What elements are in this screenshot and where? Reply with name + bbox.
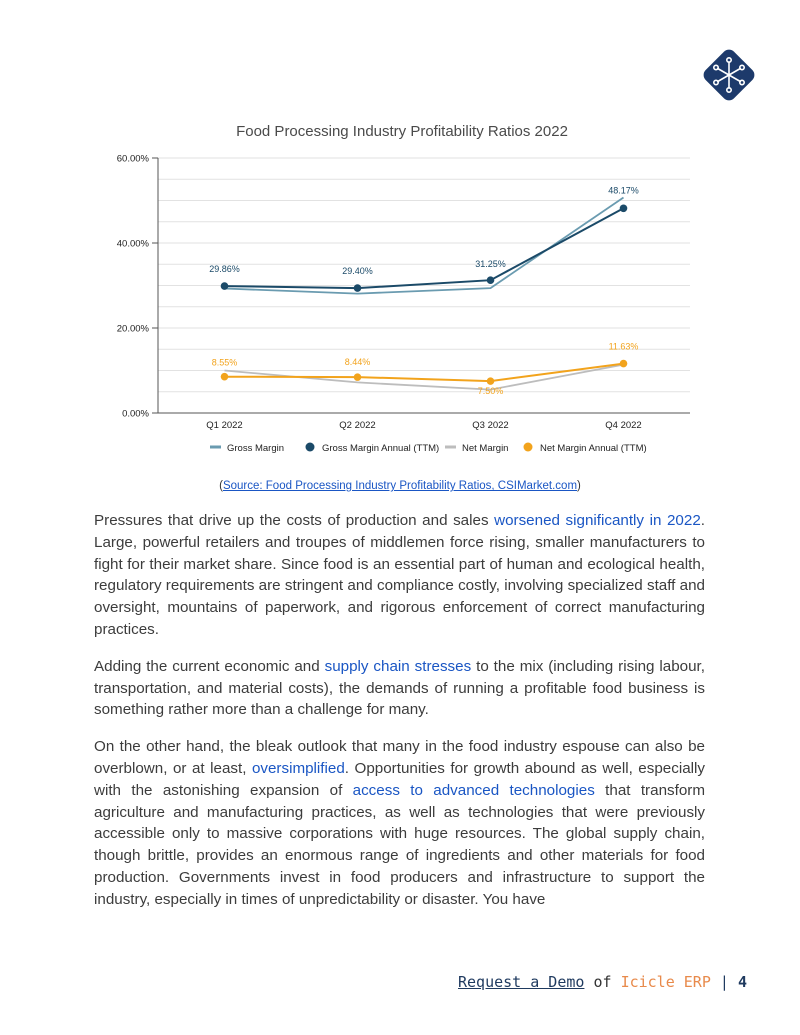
data-point: [221, 373, 229, 381]
legend-label: Gross Margin Annual (TTM): [322, 443, 440, 454]
x-tick-label: Q4 2022: [605, 420, 642, 431]
data-label: 29.86%: [209, 264, 240, 275]
data-point: [487, 377, 495, 385]
page-footer: Request a Demo of Icicle ERP | 4: [458, 973, 747, 991]
data-label: 48.17%: [608, 185, 639, 196]
legend-label: Net Margin: [462, 443, 509, 454]
x-tick-label: Q2 2022: [339, 420, 376, 431]
series-line-3: [225, 364, 624, 382]
source-link[interactable]: Source: Food Processing Industry Profitability Ratios, CSIMarket.com: [222, 480, 578, 492]
y-tick-label: 0.00%: [122, 408, 149, 420]
paragraph-3: On the other hand, the bleak outlook that many in the food industry espouse can also be overblown, or at least, oversimplified. Opportunities for growth abound as well, especially with the astonishing expansion of access to advanced technologies that transform agriculture and manufacturing practices, as well as technologies that were previously accessible only to massive corporations with huge resources. The global supply chain, though brittle, provides an enormous range of ingredients and other materials for food production. Governments invest in food producers and infrastructure to support the industry, especially in times of unpredictability or disaster. You have: [94, 738, 705, 908]
legend-label: Net Margin Annual (TTM): [540, 443, 647, 454]
link-oversimplified[interactable]: oversimplified: [251, 759, 345, 777]
data-label: 7.50%: [477, 386, 504, 397]
paragraph-2: Adding the current economic and supply chain stresses to the mix (including rising labour, transportation, and material costs), the demands of running a profitable food business is something rather more than a challenge for many.: [94, 657, 705, 719]
link-worsened-2022[interactable]: worsened significantly in 2022: [494, 512, 701, 529]
x-tick-label: Q3 2022: [472, 420, 509, 431]
data-label: 8.44%: [344, 357, 371, 368]
series-line-0: [225, 198, 624, 294]
paragraph-1: Pressures that drive up the costs of production and sales worsened significantly in 2022. Large, powerful retailers and troupes of middlemen force rising, smaller manufacturers to fight for their market share. Since food is an essential part of human and ecological health, regulatory requirements are stringent and compliance costly, involving specialized staff and oversight, mountains of paperwork, and rigorous enforcement of correct manufacturing practices.: [94, 512, 705, 638]
data-label: 31.25%: [475, 259, 506, 270]
chart-source: (Source: Food Processing Industry Profitability Ratios, CSIMarket.com): [219, 480, 581, 492]
data-point: [620, 204, 628, 212]
profitability-line-chart: [100, 115, 710, 465]
link-supply-chain-stresses[interactable]: supply chain stresses: [324, 657, 472, 675]
chart-title: Food Processing Industry Profitability Ratios 2022: [236, 123, 568, 140]
data-point: [221, 282, 229, 290]
legend-marker: [524, 443, 533, 452]
link-advanced-technologies[interactable]: access to advanced technologies: [352, 781, 595, 799]
data-point: [620, 360, 628, 368]
y-tick-label: 40.00%: [116, 238, 149, 250]
body-text: [94, 510, 705, 926]
x-tick-label: Q1 2022: [206, 420, 243, 431]
legend-marker: [306, 443, 315, 452]
data-label: 8.55%: [211, 357, 238, 368]
data-point: [487, 276, 495, 284]
request-demo-link[interactable]: Request a Demo: [458, 973, 585, 991]
legend-label: Gross Margin: [227, 443, 285, 454]
page-number: 4: [737, 973, 747, 991]
brand-name: Icicle ERP: [620, 973, 711, 991]
y-tick-label: 60.00%: [116, 153, 149, 165]
data-point: [354, 373, 362, 381]
data-point: [354, 284, 362, 292]
logo-icon: [699, 45, 759, 105]
data-label: 29.40%: [342, 266, 373, 277]
series-line-1: [225, 208, 624, 288]
y-tick-label: 20.00%: [116, 323, 149, 335]
data-label: 11.63%: [608, 341, 639, 352]
chart-legend: [210, 443, 647, 455]
